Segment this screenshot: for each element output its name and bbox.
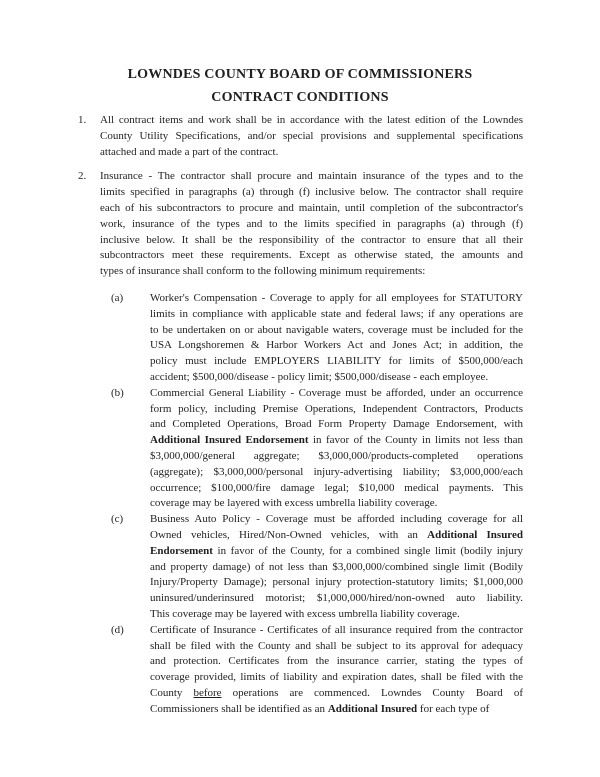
contract-subitem — [111, 623, 600, 718]
text-line: Additional Insured Endorsement in favor of the County in limits not less than — [150, 434, 523, 447]
subitem-label: (c) — [111, 513, 124, 526]
title-line-1: LOWNDES COUNTY BOARD OF COMMISSIONERS — [127, 67, 473, 82]
text-line: County before operations are commenced. Lowndes County Board of — [150, 686, 523, 699]
text-line: coverage may be layered with excess umbrella liability coverage. — [150, 497, 438, 510]
text-line: Commercial General Liability - Coverage must be afforded, under an occurrence — [150, 386, 523, 399]
text-line: Commissioners shall be identified as an Additional Insured for each type of — [150, 702, 490, 715]
text-line: limits specified in paragraphs (a) through (f) inclusive below. The contractor shall require — [100, 186, 523, 199]
text-line: uninsured/underinsured motorist; $1,000,000/hired/non-owned auto liability. — [150, 592, 523, 605]
text-line: work, insurance of the types and to the limits specified in paragraphs (a) through (f) — [100, 217, 523, 230]
subitem-text — [150, 512, 523, 623]
item-text — [100, 169, 523, 280]
subitem-text — [150, 623, 523, 718]
subitem-label: (a) — [111, 291, 124, 304]
text-line: Injury/Property Damage); personal injury protection-statutory limits; $1,000,000 — [150, 576, 523, 589]
text-line: County Utility Specifications, and/or special provisions and supplemental specifications — [100, 129, 523, 142]
text-line: Worker's Compensation - Coverage to apply for all employees for STATUTORY — [150, 291, 523, 304]
text-line: limits in compliance with applicable state and federal laws; if any operations are — [150, 307, 523, 320]
text-line: types of insurance shall conform to the following minimum requirements: — [100, 265, 426, 278]
text-line: and property damage) of not less than $3,000,000/combined single limit (Bodily — [150, 560, 523, 573]
contract-item — [78, 169, 600, 280]
text-line: policy must include EMPLOYERS LIABILITY for limits of $500,000/each — [150, 355, 523, 368]
text-line: each of his subcontractors to procure and maintain, until completion of the subcontractor's — [100, 201, 523, 214]
text-line: (aggregate); $3,000,000/personal injury-advertising liability; $3,000,000/each — [150, 465, 523, 478]
text-line: All contract items and work shall be in accordance with the latest edition of the Lowndes — [100, 114, 523, 126]
text-line: shall be filed with the County and shall be subject to its approval for adequacy — [150, 639, 523, 652]
text-line: Certificate of Insurance - Certificates of all insurance required from the contractor — [150, 623, 523, 636]
text-line: form policy, including Premise Operations, Independent Contractors, Products — [150, 402, 523, 415]
text-line: subcontractors meet these requirements. Except as otherwise stated, the amounts and — [100, 249, 523, 262]
document-header — [0, 0, 600, 109]
text-line: Owned vehicles, Hired/Non-Owned vehicles, with an Additional Insured — [150, 528, 523, 541]
contract-subitem — [111, 386, 600, 512]
text-line: occurrence; $100,000/fire damage legal; $10,000 medical payments. This — [150, 481, 523, 494]
subitem-text — [150, 291, 523, 386]
contract-subitem — [111, 291, 600, 386]
text-line: to be undertaken on or about navigable waters, coverage must be included for the — [150, 323, 523, 336]
item-number: 1. — [78, 114, 87, 126]
text-line: inclusive below. It shall be the responsibility of the contractor to ensure that all their — [100, 233, 523, 246]
text-line: USA Longshoremen & Harbor Workers Act and Jones Act; in addition, the — [150, 339, 523, 352]
text-line: accident; $500,000/disease - policy limit; $500,000/disease - each employee. — [150, 370, 489, 383]
text-line: Endorsement in favor of the County, for a combined single limit (bodily injury — [150, 544, 523, 557]
text-line: Business Auto Policy - Coverage must be afforded including coverage for all — [150, 513, 523, 526]
text-line: and protection. Certificates from the insurance carrier, stating the types of — [150, 655, 523, 668]
text-line: coverage provided, limits of liability and expiration dates, shall be filed with the — [150, 671, 523, 684]
document-body — [0, 113, 600, 717]
item-number: 2. — [78, 170, 87, 183]
subitem-label: (d) — [111, 623, 124, 636]
title-line-2: CONTRACT CONDITIONS — [211, 90, 389, 105]
contract-item — [78, 113, 600, 160]
item-text — [100, 113, 523, 160]
text-line: This coverage may be layered with excess umbrella liability coverage. — [150, 607, 460, 620]
text-line: $3,000,000/general aggregate; $3,000,000/products-completed operations — [150, 449, 523, 462]
text-line: attached and made a part of the contract. — [100, 145, 279, 158]
text-line: Insurance - The contractor shall procure and maintain insurance of the types and to the — [100, 170, 523, 183]
text-line: and Completed Operations, Broad Form Property Damage Endorsement, with — [150, 418, 523, 431]
subitem-text — [150, 386, 523, 512]
contract-subitem — [111, 512, 600, 623]
subitem-label: (b) — [111, 386, 124, 399]
